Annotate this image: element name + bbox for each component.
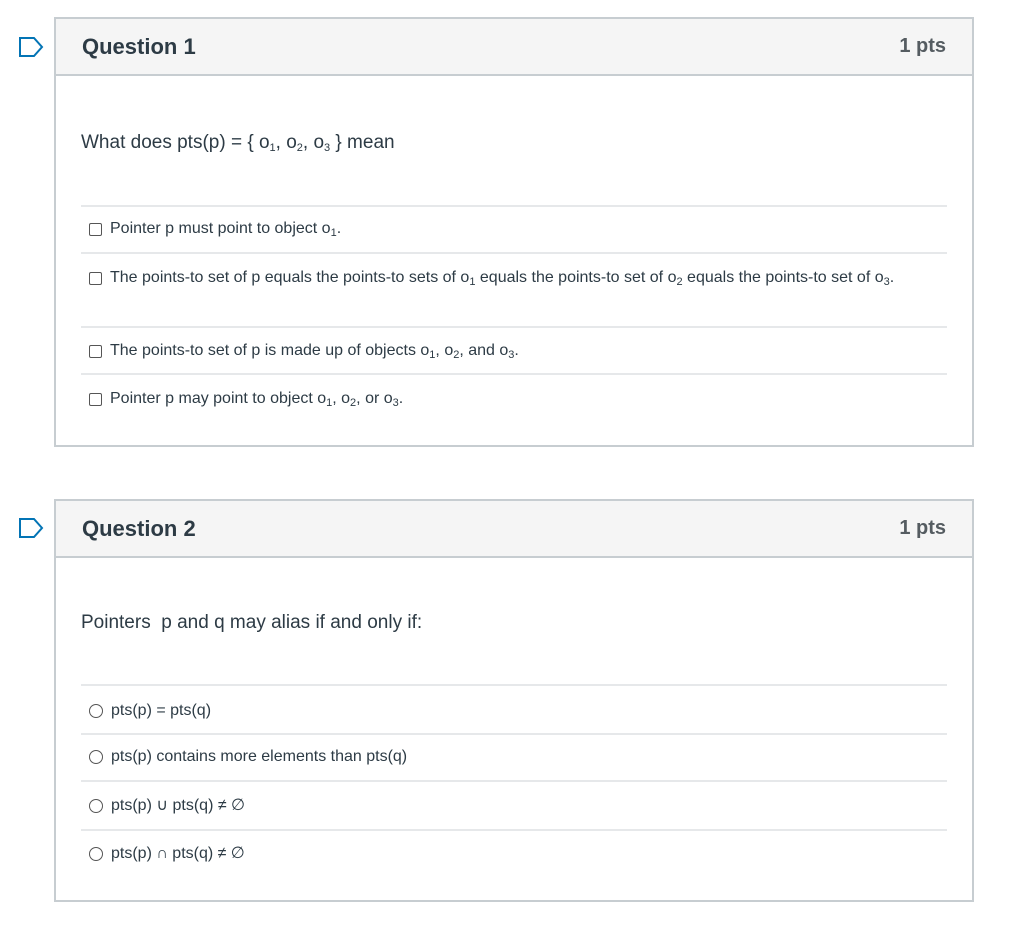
- answer-label[interactable]: pts(p) ∩ pts(q) ≠ ∅: [111, 845, 245, 862]
- answer-checkbox[interactable]: [89, 223, 102, 236]
- answer-option[interactable]: [81, 207, 947, 254]
- answer-label[interactable]: pts(p) = pts(q): [111, 702, 212, 719]
- answer-radio[interactable]: [89, 847, 103, 861]
- answer-list: [81, 205, 947, 422]
- answer-label[interactable]: The points-to set of p is made up of objects $o_1$, $o_2$, and $o_3$.: [110, 342, 519, 361]
- answer-checkbox[interactable]: [89, 272, 102, 285]
- question-text: Pointers p and q may alias if and only if:: [81, 612, 423, 633]
- answer-option[interactable]: [81, 328, 947, 375]
- question-text: What does pts(p) = { $o_1$, $o_2$, $o_3$ } mean: [81, 132, 395, 154]
- answer-label[interactable]: pts(p) contains more elements than pts(q): [111, 748, 408, 765]
- answer-label[interactable]: The points-to set of p equals the points-to sets of $o_1$ equals the points-to set of $o_2$ equals the points-to set of $o_3$.: [110, 269, 895, 288]
- question-body: [56, 76, 972, 422]
- question-body: [56, 558, 972, 878]
- answer-checkbox[interactable]: [89, 393, 102, 406]
- answer-checkbox[interactable]: [89, 345, 102, 358]
- question-title: Question 2: [82, 515, 196, 541]
- answer-radio[interactable]: [89, 704, 103, 718]
- flag-question-icon[interactable]: [18, 517, 44, 539]
- answer-label[interactable]: pts(p) ∪ pts(q) ≠ ∅: [111, 797, 246, 814]
- question-header: [56, 501, 972, 558]
- answer-option[interactable]: [81, 831, 947, 878]
- question-header: [56, 19, 972, 76]
- answer-option[interactable]: [81, 782, 947, 831]
- answer-label[interactable]: Pointer p must point to object $o_1$.: [110, 220, 342, 239]
- question-points: 1 pts: [899, 517, 946, 539]
- question-card: [54, 17, 974, 447]
- answer-option[interactable]: [81, 686, 947, 735]
- question-title: Question 1: [82, 33, 196, 59]
- question-points: 1 pts: [899, 35, 946, 57]
- answer-radio[interactable]: [89, 750, 103, 764]
- answer-list: [81, 684, 947, 878]
- answer-label[interactable]: Pointer p may point to object $o_1$, $o_2$, or $o_3$.: [110, 390, 404, 409]
- answer-option[interactable]: [81, 254, 947, 328]
- question-card: [54, 499, 974, 902]
- answer-radio[interactable]: [89, 799, 103, 813]
- flag-question-icon[interactable]: [18, 36, 44, 58]
- answer-option[interactable]: [81, 375, 947, 422]
- answer-option[interactable]: [81, 735, 947, 782]
